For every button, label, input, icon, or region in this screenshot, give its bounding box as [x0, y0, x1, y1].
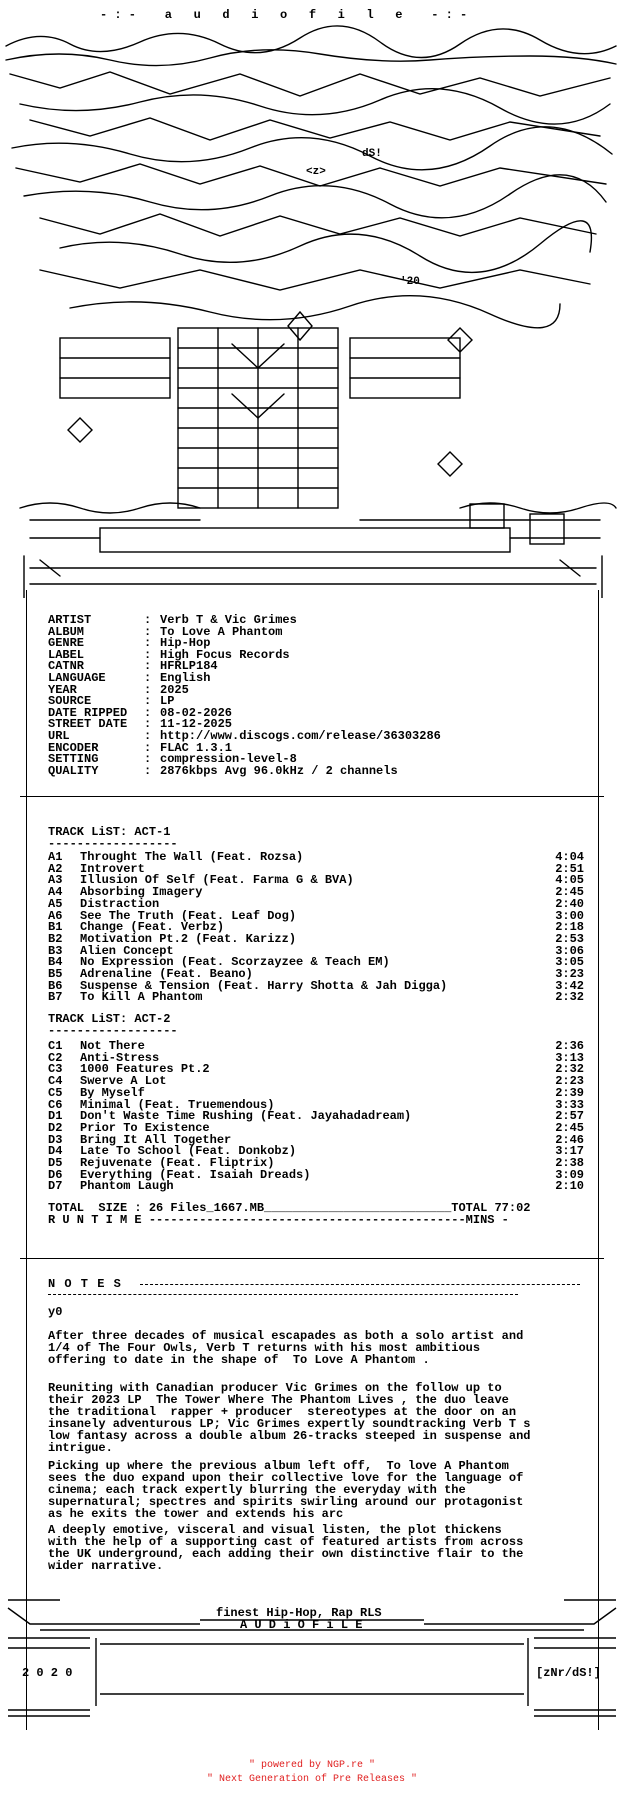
release-info-colon: :	[144, 729, 152, 743]
track-id: C6	[48, 1097, 63, 1112]
release-info-value: High Focus Records	[160, 647, 290, 662]
act1-title: TRACK LiST: ACT-1	[48, 825, 171, 839]
ascii-art-logo	[0, 8, 624, 598]
track-duration: 2:39	[555, 1085, 584, 1100]
release-info-colon: :	[144, 624, 152, 639]
release-info-value: English	[160, 671, 211, 685]
track-duration: 3:13	[555, 1050, 584, 1065]
track-title: Illusion Of Self (Feat. Farma G & BVA)	[80, 873, 354, 888]
track-id: D1	[48, 1109, 63, 1124]
track-duration: 3:05	[555, 955, 584, 970]
track-title: Not There	[80, 1039, 145, 1053]
track-id: D5	[48, 1156, 63, 1170]
track-title: By Myself	[80, 1085, 145, 1100]
track-duration: 3:06	[555, 943, 584, 958]
track-title: Bring It All Together	[80, 1132, 232, 1147]
powered-by-credit: " powered by NGP.re "	[248, 1760, 376, 1771]
release-info-row	[48, 765, 584, 777]
track-title: Rejuvenate (Feat. Fliptrix)	[80, 1156, 275, 1170]
track-id: B6	[48, 978, 63, 993]
track-duration: 4:04	[555, 850, 584, 864]
notes-paragraph: A deeply emotive, visceral and visual listen, the plot thickens with the help of a supporting cast of featured artists from across the UK underground, each adding their own distinctive flair to the wider narrative.	[48, 1523, 524, 1573]
track-duration: 2:23	[555, 1074, 584, 1089]
track-title: Throught The Wall (Feat. Rozsa)	[80, 850, 304, 864]
release-info-row	[48, 637, 584, 649]
section-divider-2	[20, 1258, 604, 1259]
track-duration: 2:51	[555, 861, 584, 876]
track-id: C3	[48, 1062, 63, 1077]
release-info-row	[48, 707, 584, 719]
release-info-key: QUALITY	[48, 763, 99, 778]
release-info-value: Verb T & Vic Grimes	[160, 613, 297, 627]
track-title: Prior To Existence	[80, 1120, 210, 1135]
release-info-row	[48, 684, 584, 696]
footer-year: 2 0 2 0	[22, 1666, 73, 1680]
track-title: Motivation Pt.2 (Feat. Karizz)	[80, 931, 297, 946]
release-info-value: LP	[160, 694, 175, 709]
track-id: D4	[48, 1144, 63, 1159]
track-id: B7	[48, 990, 63, 1005]
release-info-key: LANGUAGE	[48, 671, 106, 685]
track-duration: 2:53	[555, 931, 584, 946]
release-info-value: HFRLP184	[160, 659, 218, 674]
notes-title-rule	[140, 1284, 580, 1285]
release-info-key: STREET DATE	[48, 717, 128, 732]
release-info-key: LABEL	[48, 647, 85, 662]
release-info-colon: :	[144, 752, 152, 767]
release-info-colon: :	[144, 694, 152, 709]
release-info-row	[48, 672, 584, 684]
track-id: A3	[48, 873, 63, 888]
act1-underline: ------------------	[48, 837, 178, 851]
track-duration: 3:00	[555, 908, 584, 923]
track-row	[48, 1180, 584, 1192]
track-title: Minimal (Feat. Truemendous)	[80, 1097, 275, 1112]
track-duration: 2:38	[555, 1156, 584, 1170]
track-title: See The Truth (Feat. Leaf Dog)	[80, 908, 297, 923]
release-info-row	[48, 730, 584, 742]
release-info-key: YEAR	[48, 682, 77, 697]
release-info-colon: :	[144, 636, 152, 651]
release-info-key: ARTIST	[48, 613, 92, 627]
act2-title: TRACK LiST: ACT-2	[48, 1012, 171, 1026]
track-duration: 2:45	[555, 885, 584, 900]
track-duration: 2:32	[555, 1062, 584, 1077]
footer-tagline: finest Hip-Hop, Rap RLS	[216, 1606, 382, 1620]
release-info-row	[48, 695, 584, 707]
track-id: A1	[48, 850, 63, 864]
total-size-line: TOTAL SIZE : 26 Files_1667.MB__________________________TOTAL 77:02	[48, 1201, 531, 1215]
track-id: B5	[48, 967, 63, 981]
track-row	[48, 991, 584, 1003]
track-duration: 3:42	[555, 978, 584, 993]
release-info-value: Hip-Hop	[160, 636, 211, 651]
release-info-row	[48, 614, 584, 626]
track-id: C1	[48, 1039, 63, 1053]
release-info-key: CATNR	[48, 659, 85, 674]
track-title: To Kill A Phantom	[80, 990, 203, 1005]
track-duration: 2:40	[555, 896, 584, 911]
track-title: Introvert	[80, 861, 145, 876]
release-info-colon: :	[144, 705, 152, 720]
track-title: Swerve A Lot	[80, 1074, 167, 1089]
release-info-key: URL	[48, 729, 70, 743]
track-row	[48, 898, 584, 910]
release-info-value: FLAC 1.3.1	[160, 740, 233, 755]
next-gen-credit: " Next Generation of Pre Releases "	[206, 1774, 418, 1785]
release-info-row	[48, 660, 584, 672]
track-title: No Expression (Feat. Scorzayzee & Teach EM)	[80, 955, 390, 970]
release-info-colon: :	[144, 682, 152, 697]
track-id: C2	[48, 1050, 63, 1065]
track-title: Don't Waste Time Rushing (Feat. Jayahadadream)	[80, 1109, 412, 1124]
notes-paragraph: Reuniting with Canadian producer Vic Grimes on the follow up to their 2023 LP The Tower Where The Phantom Lives , the duo leave the traditional rapper + producer stereotypes at the door on an insanely adventurous LP; Vic Grimes expertly soundtracking Verb T s low fantasy across a double album 26-tracks steeped in suspense and intrigue.	[48, 1381, 531, 1455]
footer-group-name: A U D i O F i L E	[240, 1618, 363, 1632]
footer-signature: [zNr/dS!]	[536, 1666, 601, 1680]
track-title: Adrenaline (Feat. Beano)	[80, 967, 253, 981]
release-info-value: 2025	[160, 682, 189, 697]
track-title: Alien Concept	[80, 943, 174, 958]
track-id: A2	[48, 861, 63, 876]
notes-paragraph: Picking up where the previous album left off, To love A Phantom sees the duo expand upon their collective love for the language of cinema; each track expertly blurring the everyday with the supernatural; spectres and spirits swirling around our protagonist as he exits the tower and extends his arc	[48, 1459, 524, 1521]
release-info-colon: :	[144, 763, 152, 778]
track-id: A6	[48, 908, 63, 923]
track-id: D6	[48, 1167, 63, 1182]
release-info-row	[48, 649, 584, 661]
track-id: B3	[48, 943, 63, 958]
track-id: D3	[48, 1132, 63, 1147]
frame-right-border	[598, 590, 599, 1730]
release-info-value: 08-02-2026	[160, 705, 233, 720]
track-title: Absorbing Imagery	[80, 885, 203, 900]
release-info-value: To Love A Phantom	[160, 624, 283, 639]
act2-underline: ------------------	[48, 1024, 178, 1038]
release-info-key: GENRE	[48, 636, 85, 651]
release-info-value: 2876kbps Avg 96.0kHz / 2 channels	[160, 763, 398, 778]
track-row	[48, 1087, 584, 1099]
release-info-colon: :	[144, 659, 152, 674]
release-info-value: compression-level-8	[160, 752, 297, 767]
notes-title-rule-2	[48, 1294, 518, 1295]
track-id: C5	[48, 1085, 63, 1100]
track-duration: 3:23	[555, 967, 584, 981]
track-duration: 2:18	[555, 920, 584, 935]
track-duration: 2:36	[555, 1039, 584, 1053]
track-title: Change (Feat. Verbz)	[80, 920, 225, 935]
ascii-tag-ds: dS!	[362, 148, 382, 160]
track-duration: 3:17	[555, 1144, 584, 1159]
track-title: Suspense & Tension (Feat. Harry Shotta & Jah Digga)	[80, 978, 448, 993]
track-id: D7	[48, 1179, 63, 1194]
notes-greeting: y0	[48, 1305, 63, 1319]
section-divider	[20, 796, 604, 797]
track-id: D2	[48, 1120, 63, 1135]
track-duration: 2:32	[555, 990, 584, 1005]
notes-title: N O T E S	[48, 1277, 122, 1291]
release-info-key: SOURCE	[48, 694, 92, 709]
track-id: A4	[48, 885, 63, 900]
release-info-colon: :	[144, 717, 152, 732]
release-info-row	[48, 626, 584, 638]
track-duration: 3:09	[555, 1167, 584, 1182]
release-info-value: 11-12-2025	[160, 717, 233, 732]
track-duration: 2:45	[555, 1120, 584, 1135]
runtime-line: R U N T I M E --------------------------------------------MINS -	[48, 1213, 509, 1227]
track-title: Anti-Stress	[80, 1050, 160, 1065]
track-id: B2	[48, 931, 63, 946]
track-title: Distraction	[80, 896, 160, 911]
track-id: B4	[48, 955, 63, 970]
track-title: Phantom Laugh	[80, 1179, 174, 1194]
release-info-key: ALBUM	[48, 624, 85, 639]
ascii-tag-z: <z>	[306, 166, 326, 178]
track-duration: 4:05	[555, 873, 584, 888]
track-title: Everything (Feat. Isaiah Dreads)	[80, 1167, 311, 1182]
track-id: A5	[48, 896, 63, 911]
track-duration: 2:57	[555, 1109, 584, 1124]
release-info-colon: :	[144, 613, 152, 627]
track-title: Late To School (Feat. Donkobz)	[80, 1144, 297, 1159]
notes-paragraph: After three decades of musical escapades as both a solo artist and 1/4 of The Four Owls, Verb T returns with his most ambitious offering to date in the shape of To Love A Phantom .	[48, 1329, 524, 1367]
frame-left-border	[26, 590, 27, 1730]
release-info-colon: :	[144, 671, 152, 685]
release-info-key: DATE RIPPED	[48, 705, 128, 720]
track-duration: 3:33	[555, 1097, 584, 1112]
release-info-colon: :	[144, 740, 152, 755]
release-info-key: ENCODER	[48, 740, 99, 755]
track-duration: 2:10	[555, 1179, 584, 1194]
release-info-key: SETTING	[48, 752, 99, 767]
track-id: C4	[48, 1074, 63, 1089]
release-info-colon: :	[144, 647, 152, 662]
release-info-row	[48, 742, 584, 754]
track-title: 1000 Features Pt.2	[80, 1062, 210, 1077]
track-duration: 2:46	[555, 1132, 584, 1147]
header-banner: - : - a u d i o f i l e - : -	[100, 8, 468, 22]
release-info-value: http://www.discogs.com/release/36303286	[160, 729, 441, 743]
ascii-year-mark: '20	[400, 276, 420, 288]
track-id: B1	[48, 920, 63, 935]
